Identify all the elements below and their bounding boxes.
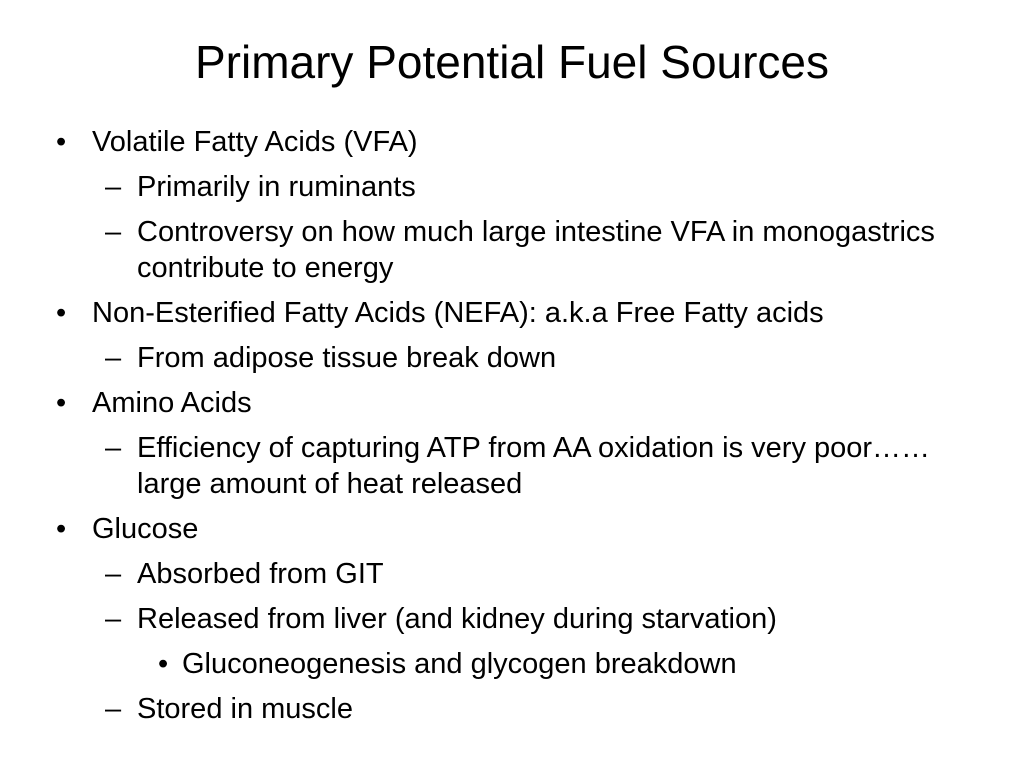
bullet-marker: • (56, 126, 67, 158)
bullet-marker: • (56, 297, 67, 329)
bullet-text: Glucose (92, 513, 199, 545)
dash-marker: – (105, 216, 122, 248)
bullet-item-vfa (0, 124, 972, 160)
sub-bullet-item (0, 430, 957, 502)
bullet-marker: • (158, 648, 169, 680)
sub-bullet-text: Released from liver (and kidney during starvation) (137, 603, 777, 635)
sub-bullet-text: Primarily in ruminants (137, 171, 416, 203)
sub-bullet-item (0, 169, 957, 205)
slide-title: Primary Potential Fuel Sources (194, 36, 830, 88)
bullet-text: Volatile Fatty Acids (VFA) (92, 126, 418, 158)
bullet-item-amino-acids (0, 385, 972, 421)
dash-marker: – (105, 603, 122, 635)
dash-marker: – (105, 171, 122, 203)
bullet-marker: • (56, 387, 67, 419)
dash-marker: – (105, 558, 122, 590)
dash-marker: – (105, 342, 122, 374)
sub-bullet-item (0, 556, 957, 592)
bullet-list (0, 124, 1024, 736)
sub-bullet-item (0, 691, 957, 727)
sub-bullet-item (0, 214, 957, 286)
dash-marker: – (105, 693, 122, 725)
sub-sub-bullet-item (0, 646, 962, 682)
sub-bullet-text: From adipose tissue break down (137, 342, 557, 374)
sub-bullet-text: Controversy on how much large intestine VFA in monogastrics contribute to energy (137, 216, 935, 284)
bullet-text: Amino Acids (92, 387, 252, 419)
bullet-item-nefa (0, 295, 972, 331)
sub-sub-bullet-text: Gluconeogenesis and glycogen breakdown (182, 648, 737, 680)
bullet-text: Non-Esterified Fatty Acids (NEFA): a.k.a Free Fatty acids (92, 297, 824, 329)
sub-bullet-item (0, 340, 957, 376)
dash-marker: – (105, 432, 122, 464)
bullet-marker: • (56, 513, 67, 545)
sub-bullet-text: Stored in muscle (137, 693, 353, 725)
sub-bullet-item (0, 601, 957, 637)
sub-bullet-text: Efficiency of capturing ATP from AA oxidation is very poor……large amount of heat released (137, 432, 931, 500)
sub-bullet-text: Absorbed from GIT (137, 558, 384, 590)
bullet-item-glucose (0, 511, 972, 547)
